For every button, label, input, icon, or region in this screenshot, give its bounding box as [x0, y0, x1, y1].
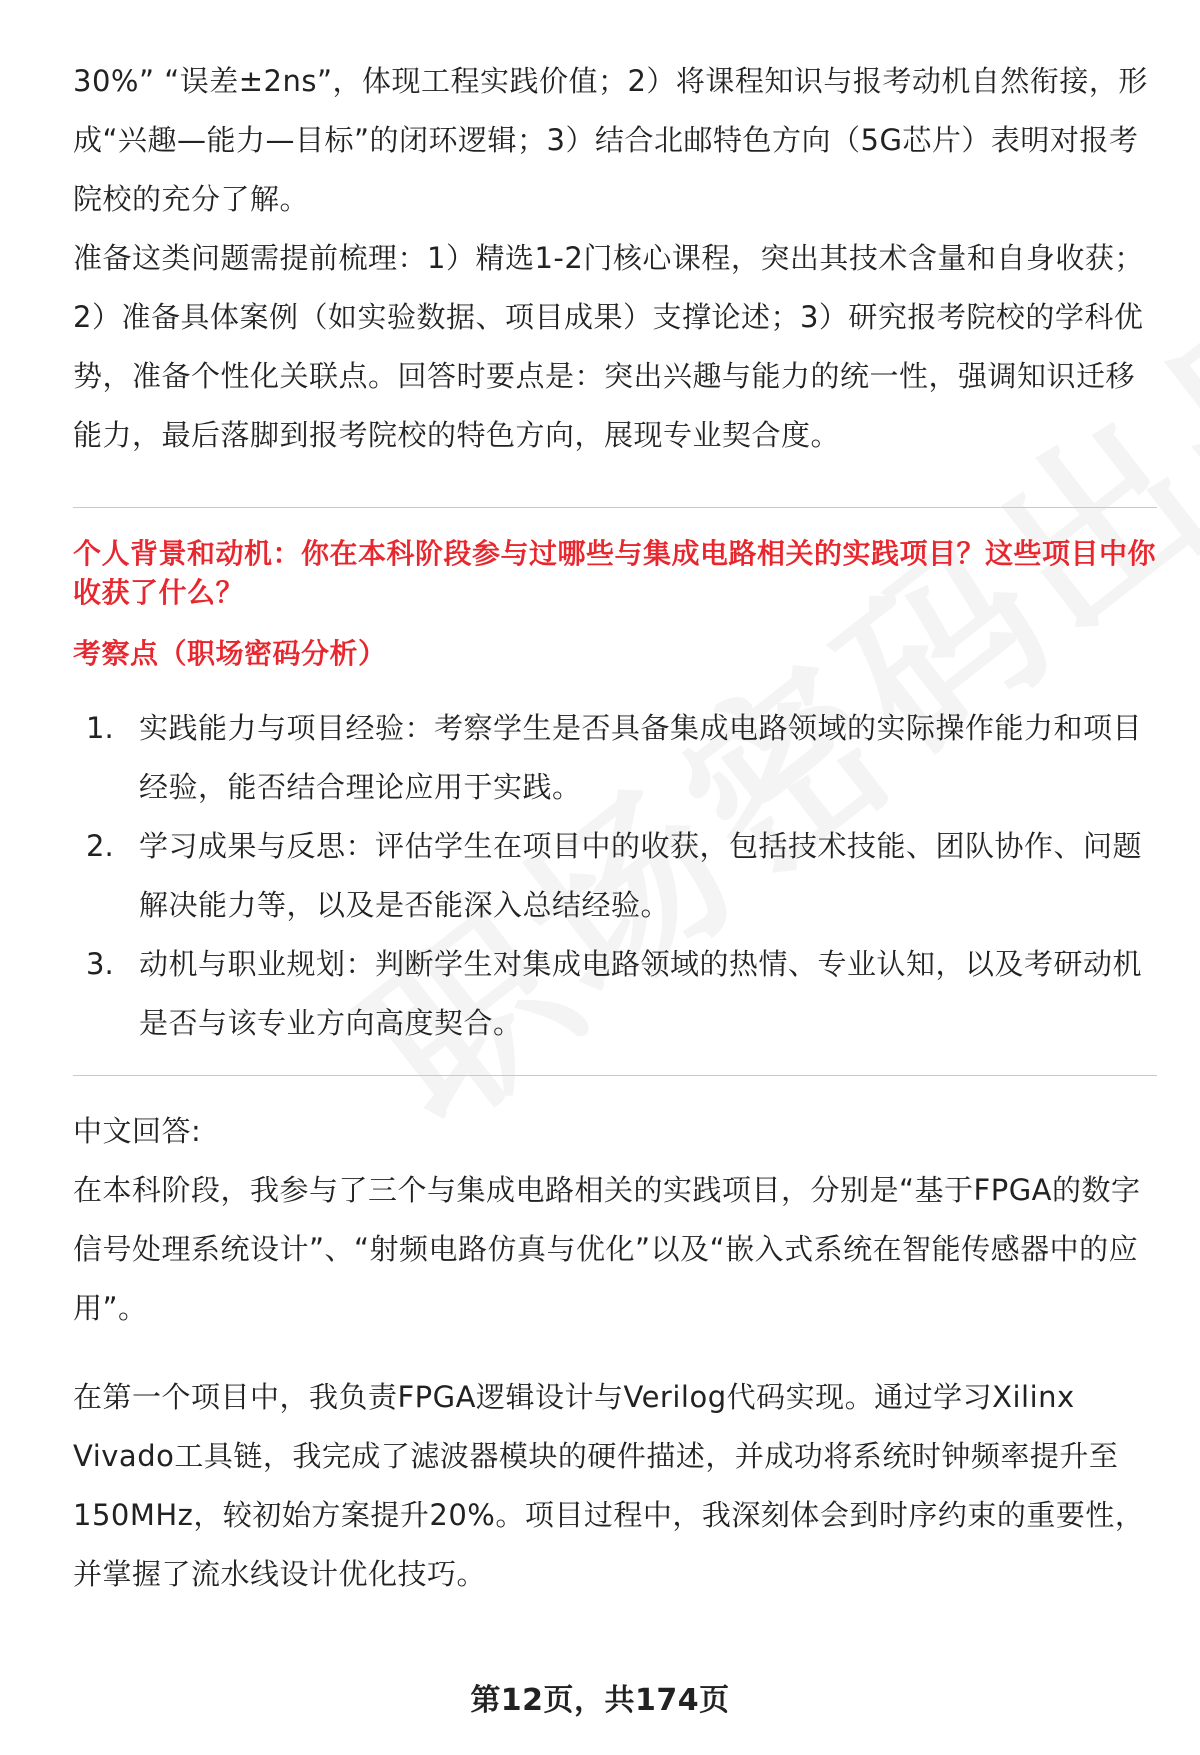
exam-point-item — [73, 699, 1157, 817]
exam-point-item — [73, 817, 1157, 935]
answer-paragraph-2: 在第一个项目中，我负责FPGA逻辑设计与Verilog代码实现。通过学习Xilinx Vivado工具链，我完成了滤波器模块的硬件描述，并成功将系统时钟频率提升至150MHz，较初始方案提升20%。项目过程中，我深刻体会到时序约束的重要性，并掌握了流水线设计优化技巧。 — [73, 1380, 1145, 1591]
answer-label: 中文回答: — [73, 1114, 202, 1148]
page-content — [73, 52, 1157, 1604]
section-divider — [73, 507, 1157, 508]
exam-point-item — [73, 935, 1157, 1053]
exam-point-number: 3. — [86, 947, 114, 981]
exam-points-list — [73, 699, 1157, 1053]
exam-point-text: 学习成果与反思：评估学生在项目中的收获，包括技术技能、团队协作、问题解决能力等，以及是否能深入总结经验。 — [139, 829, 1143, 922]
question-heading: 个人背景和动机：你在本科阶段参与过哪些与集成电路相关的实践项目？这些项目中你收获了什么？ — [73, 537, 1157, 609]
section-divider — [73, 1075, 1157, 1076]
exam-point-number: 1. — [86, 711, 114, 745]
answer-section — [73, 1102, 1157, 1604]
exam-point-text: 实践能力与项目经验：考察学生是否具备集成电路领域的实际操作能力和项目经验，能否结合理论应用于实践。 — [139, 711, 1143, 804]
answer-paragraph-1: 在本科阶段，我参与了三个与集成电路相关的实践项目，分别是“基于FPGA的数字信号处理系统设计”、“射频电路仿真与优化”以及“嵌入式系统在智能传感器中的应用”。 — [73, 1173, 1141, 1325]
intro-paragraph-1: 30%” “误差±2ns”，体现工程实践价值；2）将课程知识与报考动机自然衔接，形成“兴趣—能力—目标”的闭环逻辑；3）结合北邮特色方向（5G芯片）表明对报考院校的充分了解。 — [73, 64, 1148, 216]
exam-points-title: 考察点（职场密码分析） — [73, 637, 387, 670]
page-number: 第12页，共174页 — [470, 1683, 730, 1718]
intro-paragraph-2: 准备这类问题需提前梳理：1）精选1-2门核心课程，突出其技术含量和自身收获；2）准备具体案例（如实验数据、项目成果）支撑论述；3）研究报考院校的学科优势，准备个性化关联点。回答时要点是：突出兴趣与能力的统一性，强调知识迁移能力，最后落脚到报考院校的特色方向，展现专业契合度。 — [73, 241, 1144, 452]
exam-point-text: 动机与职业规划：判断学生对集成电路领域的热情、专业认知，以及考研动机是否与该专业方向高度契合。 — [139, 947, 1143, 1040]
exam-point-number: 2. — [86, 829, 114, 863]
